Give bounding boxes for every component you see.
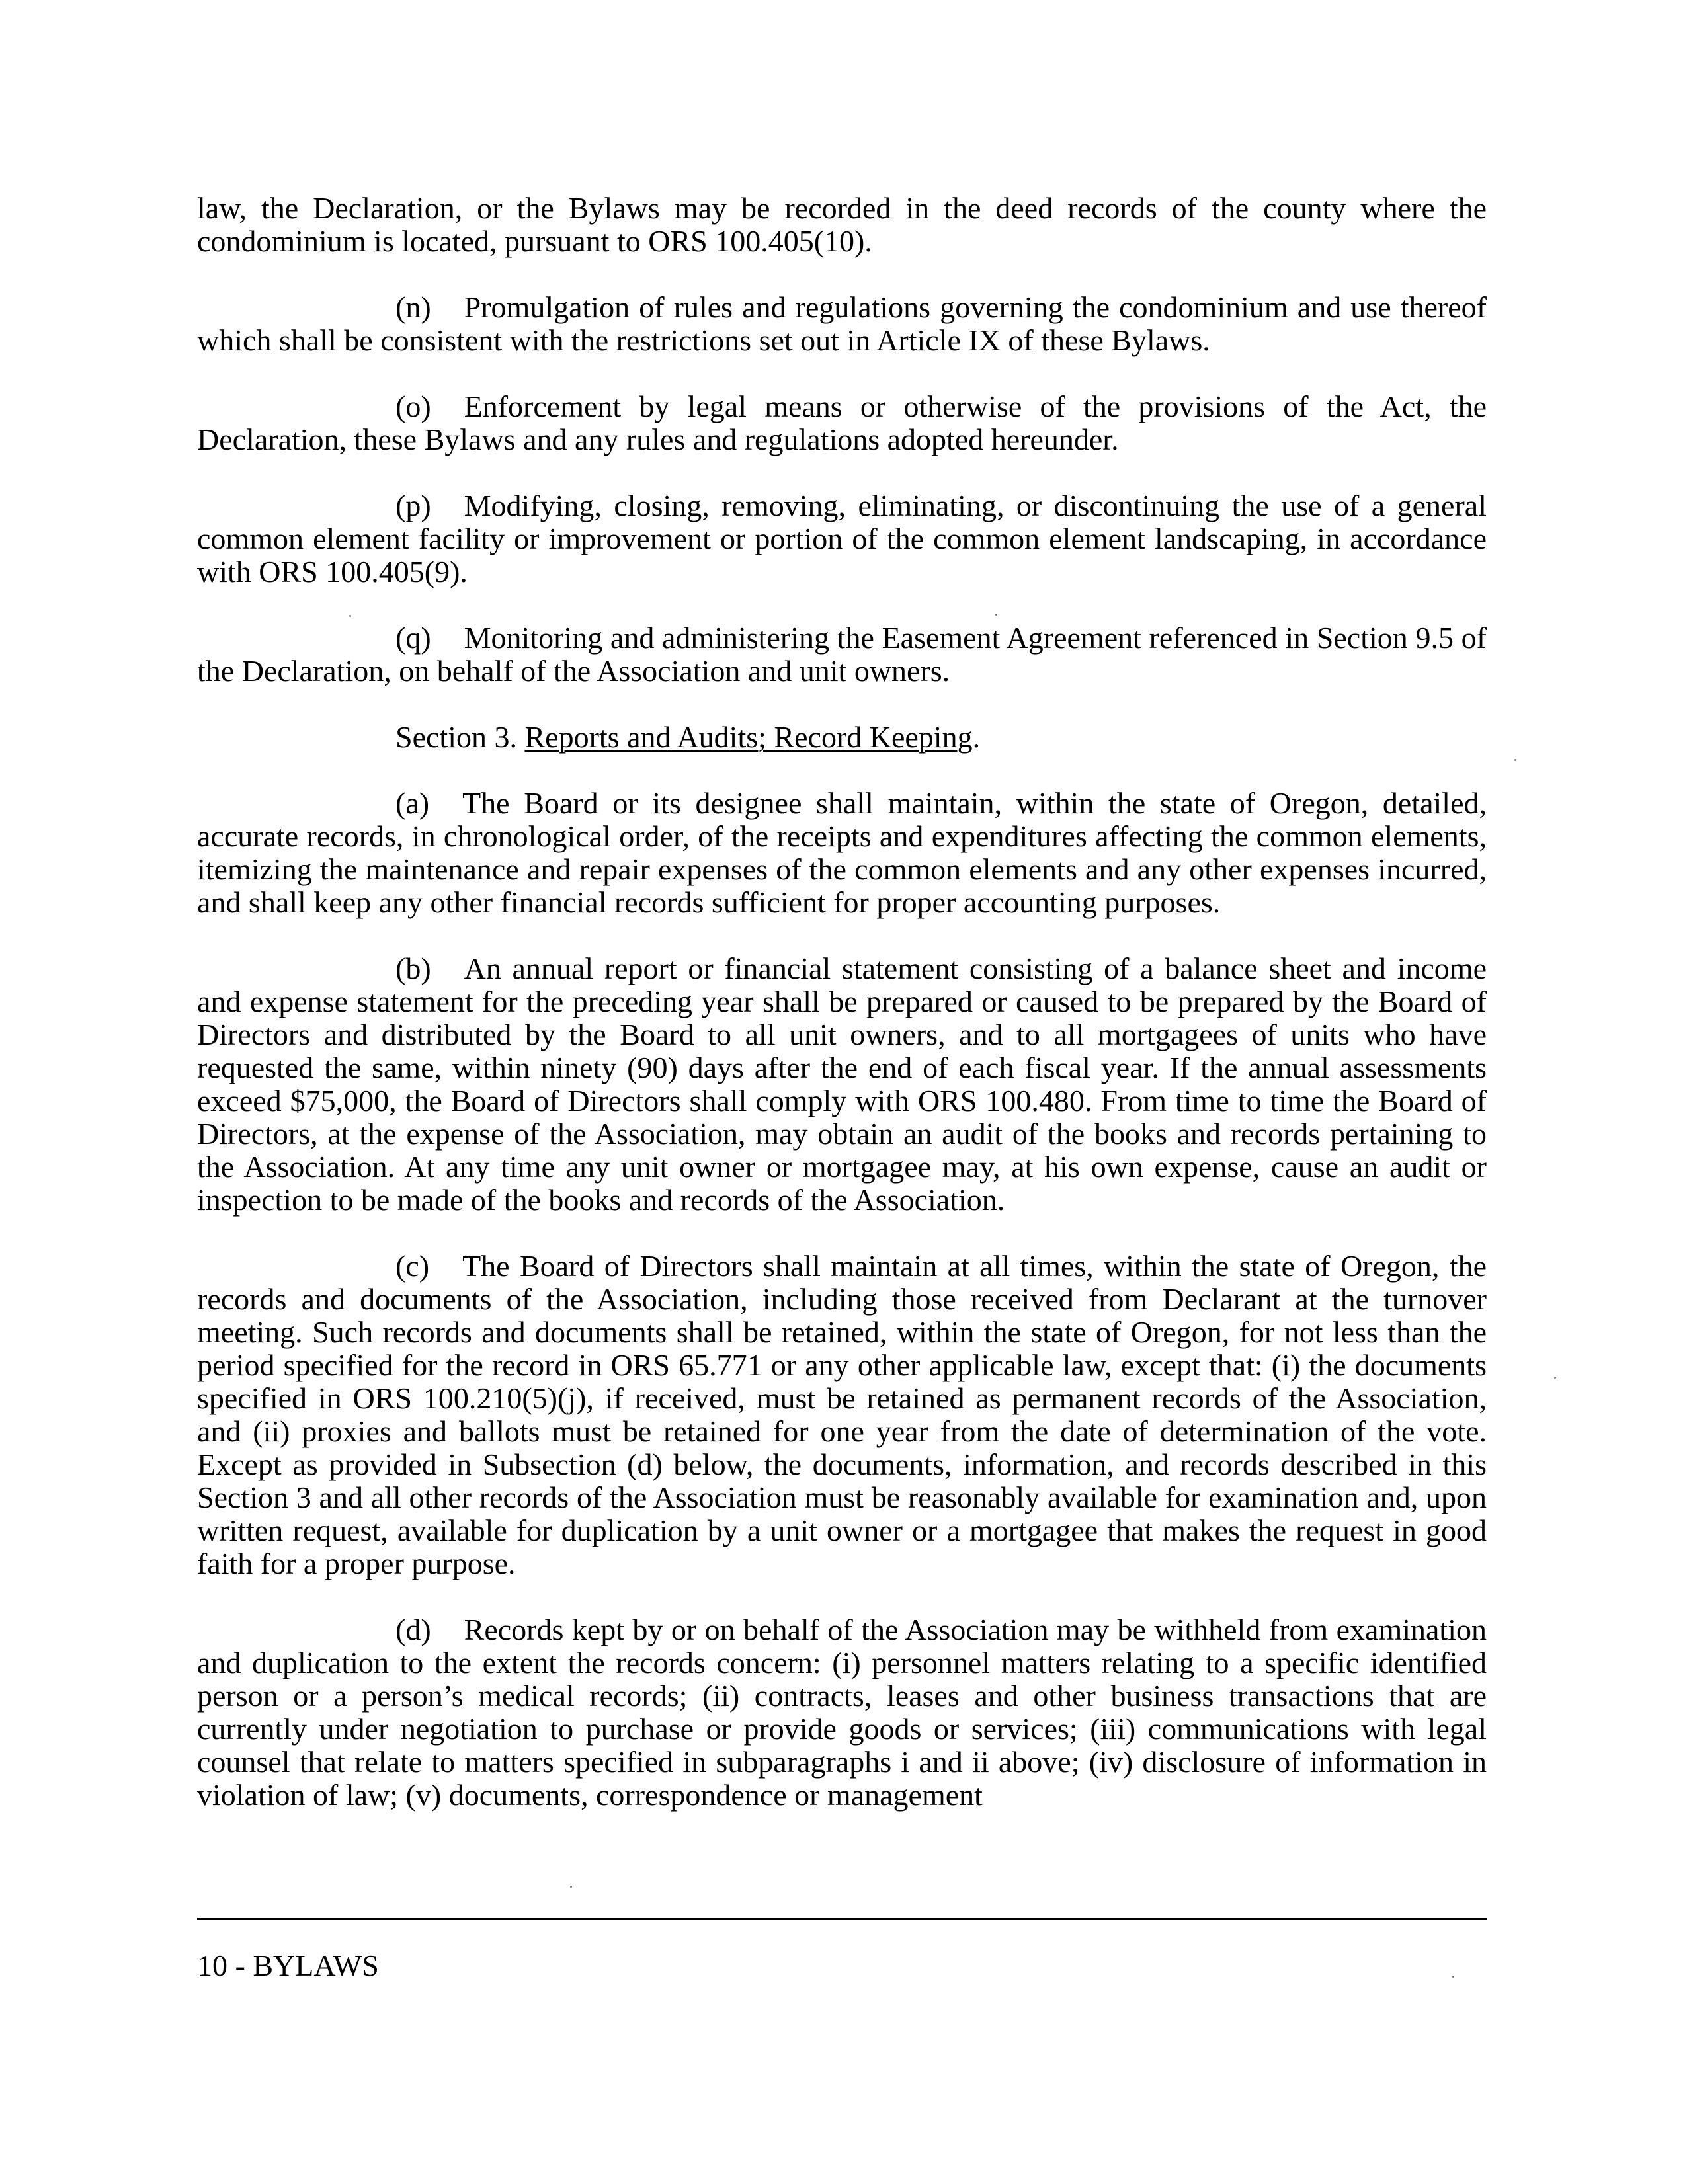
footer-rule bbox=[197, 1918, 1487, 1920]
paragraph-text: Promulgation of rules and regulations governing the condominium and use thereof which shall be consistent with the restrictions set out in Article IX of these Bylaws. bbox=[197, 290, 1487, 357]
paragraph-marker: (q) bbox=[395, 621, 431, 655]
paragraph-d bbox=[197, 1613, 1487, 1812]
paragraph-text: Records kept by or on behalf of the Association may be withheld from examination and duplication to the extent the records concern: (i) personnel matters relating to a specific identified person or a person’s medical records; (ii) contracts, leases and other business transactions that are currently under negotiation to purchase or provide goods or services; (iii) communications with legal counsel that relate to matters specified in subparagraphs i and ii above; (iv) disclosure of information in violation of law; (v) documents, correspondence or management bbox=[197, 1613, 1487, 1812]
paragraph-n bbox=[197, 291, 1487, 357]
paragraph-p bbox=[197, 489, 1487, 588]
paragraph-marker: (c) bbox=[395, 1249, 430, 1283]
section-number: Section 3. bbox=[395, 720, 517, 754]
section-title: Reports and Audits; Record Keeping bbox=[524, 720, 973, 754]
scan-speck bbox=[349, 615, 351, 617]
page-body bbox=[197, 192, 1487, 1845]
paragraph-continuation bbox=[197, 192, 1487, 258]
paragraph-text: An annual report or financial statement consisting of a balance sheet and income and expense statement for the preceding year shall be prepared or caused to be prepared by the Board of Directors and distributed by the Board to all unit owners, and to all mortgagees of units who have requested the same, within ninety (90) days after the end of each fiscal year. If the annual assessments exceed $75,000, the Board of Directors shall comply with ORS 100.480. From time to time the Board of Directors, at the expense of the Association, may obtain an audit of the books and records pertaining to the Association. At any time any unit owner or mortgagee may, at his own expense, cause an audit or inspection to be made of the books and records of the Association. bbox=[197, 951, 1487, 1217]
scan-speck bbox=[1514, 759, 1516, 761]
paragraph-text: Monitoring and administering the Easement Agreement referenced in Section 9.5 of the Declaration, on behalf of the Association and unit owners. bbox=[197, 621, 1487, 688]
paragraph-q bbox=[197, 622, 1487, 688]
paragraph-text: The Board or its designee shall maintain, within the state of Oregon, detailed, accurate records, in chronological order, of the receipts and expenditures affecting the common elements, itemizing the maintenance and repair expenses of the common elements and any other expenses incurred, and shall keep any other financial records sufficient for proper accounting purposes. bbox=[197, 786, 1487, 919]
paragraph-marker: (a) bbox=[395, 786, 430, 820]
paragraph-text: Modifying, closing, removing, eliminating, or discontinuing the use of a general common element facility or improvement or portion of the common element landscaping, in accordance with ORS 100.405(9). bbox=[197, 489, 1487, 588]
paragraph-b bbox=[197, 952, 1487, 1217]
paragraph-c bbox=[197, 1250, 1487, 1580]
scan-speck bbox=[570, 1886, 572, 1888]
paragraph-a bbox=[197, 787, 1487, 919]
footer-page-label: 10 - BYLAWS bbox=[197, 1949, 379, 1982]
paragraph-text: law, the Declaration, or the Bylaws may be recorded in the deed records of the county where the condominium is located, pursuant to ORS 100.405(10). bbox=[197, 191, 1487, 258]
paragraph-marker: (d) bbox=[395, 1613, 431, 1646]
scan-speck bbox=[995, 614, 997, 616]
paragraph-text: Enforcement by legal means or otherwise of the provisions of the Act, the Declaration, these Bylaws and any rules and regulations adopted hereunder. bbox=[197, 389, 1487, 456]
scan-speck bbox=[1452, 1976, 1454, 1978]
paragraph-text: The Board of Directors shall maintain at all times, within the state of Oregon, the records and documents of the Association, including those received from Declarant at the turnover meeting. Such records and documents shall be retained, within the state of Oregon, for not less than the period specified for the record in ORS 65.771 or any other applicable law, except that: (i) the documents specified in ORS 100.210(5)(j), if received, must be retained as permanent records of the Association, and (ii) proxies and ballots must be retained for one year from the date of determination of the vote. Except as provided in Subsection (d) below, the documents, information, and records described in this Section 3 and all other records of the Association must be reasonably available for examination and, upon written request, available for duplication by a unit owner or a mortgagee that makes the request in good faith for a proper purpose. bbox=[197, 1249, 1487, 1580]
paragraph-marker: (b) bbox=[395, 951, 431, 985]
paragraph-marker: (p) bbox=[395, 489, 431, 522]
paragraph-o bbox=[197, 390, 1487, 456]
paragraph-marker: (n) bbox=[395, 290, 431, 324]
section-heading bbox=[197, 721, 1487, 754]
scan-speck bbox=[1554, 1377, 1556, 1379]
section-title-punctuation: . bbox=[972, 720, 981, 754]
paragraph-marker: (o) bbox=[395, 389, 431, 423]
